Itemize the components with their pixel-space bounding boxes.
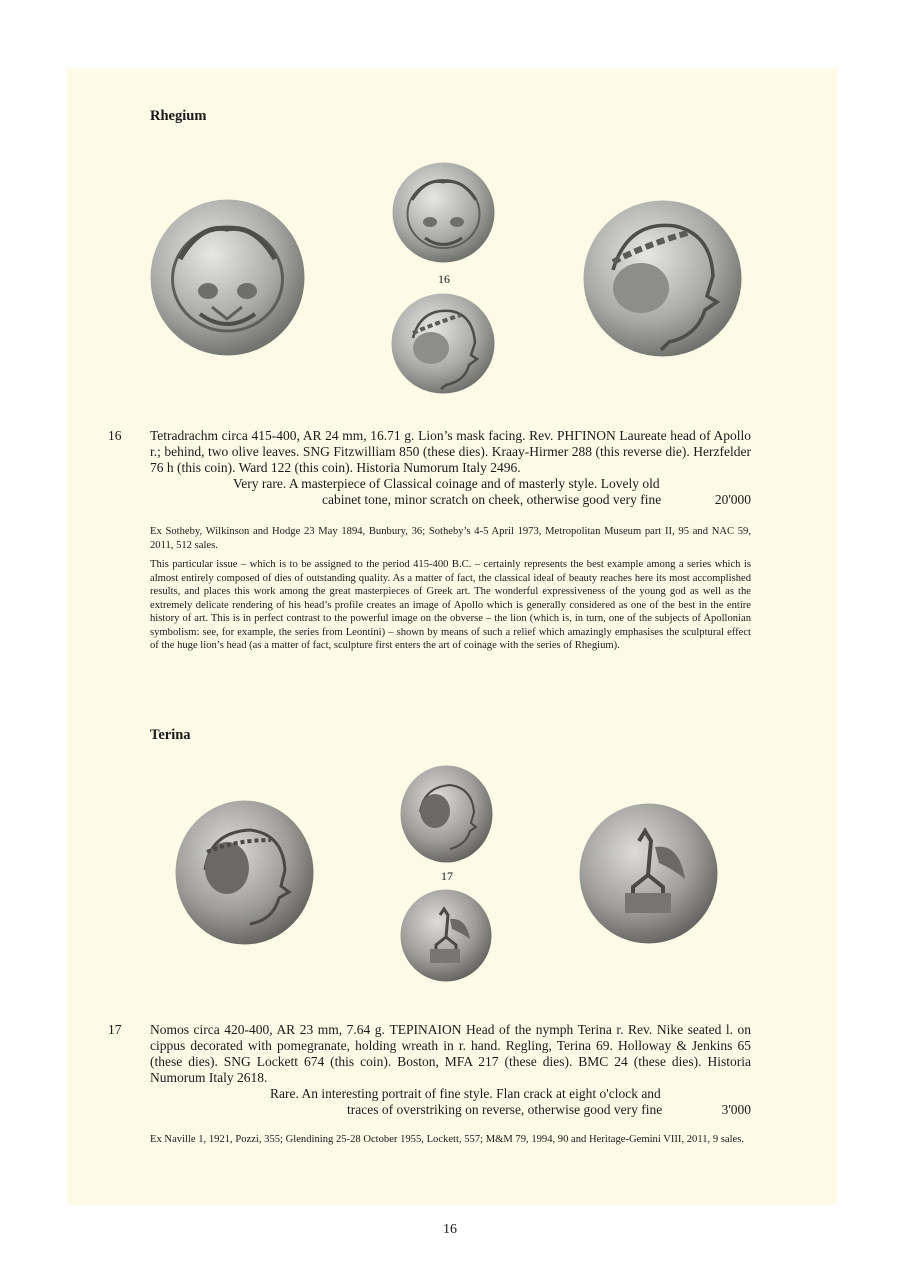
lot-description: Nomos circa 420-400, AR 23 mm, 7.64 g. ΤΕΡΙΝΑΙΟΝ Head of the nymph Terina r. Rev. Nike seated l. on cippus decorated with pomegranate, holding wreath in r. hand. Regling, Terina 69. Holloway & Jenkins 65 (these dies). SNG Lockett 674 (this coin). Boston, MFA 217 (these dies). BMC 24 (these dies). Historia Numorum Italy 2618.: [150, 1022, 751, 1085]
coin-image-nike-reverse-large: [579, 803, 718, 944]
lot-commentary: This particular issue – which is to be assigned to the period 415-400 B.C. – certainly represents the best example among a series which is almost entirely composed of dies of outstanding quality. As a matter of fact, the classical ideal of beauty reaches here its most accomplished results, and places this work among the great masterpieces of Greek art. The wonderful expressiveness of the young god as well as the extremely delicate rendering of his head’s profile creates an image of Apollo which is generally considered as one of the best in the entire history of art. This is in perfect contrast to the powerful image on the obverse – the lion (which is, in turn, one of the subjects of Apollonian symbolism: see, for example, the series from Leontini) – shown by means of such a relief which amazingly emphasises the sculptural effect of the huge lion’s head (as a matter of fact, sculpture first enters the art of coinage with the series of Rhegium).: [150, 559, 751, 651]
coin-image-apollo-reverse-large: [583, 200, 742, 357]
coin-image-nike-reverse-small: [400, 889, 492, 982]
coin-lot-label: 17: [441, 869, 453, 883]
lot-provenance: Ex Sotheby, Wilkinson and Hodge 23 May 1894, Bunbury, 36; Sotheby’s 4-5 April 1973, Metropolitan Museum part II, 95 and NAC 59, 2011, 512 sales.: [150, 526, 751, 551]
coin-image-lion-obverse-small: [392, 162, 495, 263]
lot-estimate-price: 3'000: [721, 1102, 751, 1117]
coin-lot-label: 16: [438, 272, 450, 286]
lot-number: 16: [108, 428, 122, 443]
coin-image-lion-obverse-large: [150, 199, 305, 356]
lot-condition-line2: cabinet tone, minor scratch on cheek, otherwise good very fine: [322, 492, 662, 507]
lot-provenance: Ex Naville 1, 1921, Pozzi, 355; Glendining 25-28 October 1955, Lockett, 557; M&M 79, 1994, 90 and Heritage-Gemini VIII, 2011, 9 sales.: [150, 1134, 745, 1145]
lot-condition-line2: traces of overstriking on reverse, otherwise good very fine: [347, 1102, 663, 1117]
section-heading-terina: Terina: [150, 727, 191, 743]
page-number: 16: [443, 1222, 457, 1237]
coin-image-nymph-obverse-large: [175, 800, 314, 945]
lot-number: 17: [108, 1022, 122, 1037]
coin-image-apollo-reverse-small: [391, 293, 495, 394]
section-heading-rhegium: Rhegium: [150, 108, 207, 124]
coin-image-nymph-obverse-small: [400, 765, 493, 863]
lot-estimate-price: 20'000: [714, 492, 751, 507]
lot-condition-line1: Very rare. A masterpiece of Classical coinage and of masterly style. Lovely old: [233, 476, 660, 491]
lot-condition-line1: Rare. An interesting portrait of fine style. Flan crack at eight o'clock and: [270, 1086, 661, 1101]
lot-description: Tetradrachm circa 415-400, AR 24 mm, 16.71 g. Lion’s mask facing. Rev. ΡΗΓΙΝΟΝ Laureate head of Apollo r.; behind, two olive leaves. SNG Fitzwilliam 850 (these dies). Kraay-Hirmer 288 (this reverse die). Herzfelder 76 h (this coin). Ward 122 (this coin). Historia Numorum Italy 2496.: [150, 428, 751, 475]
